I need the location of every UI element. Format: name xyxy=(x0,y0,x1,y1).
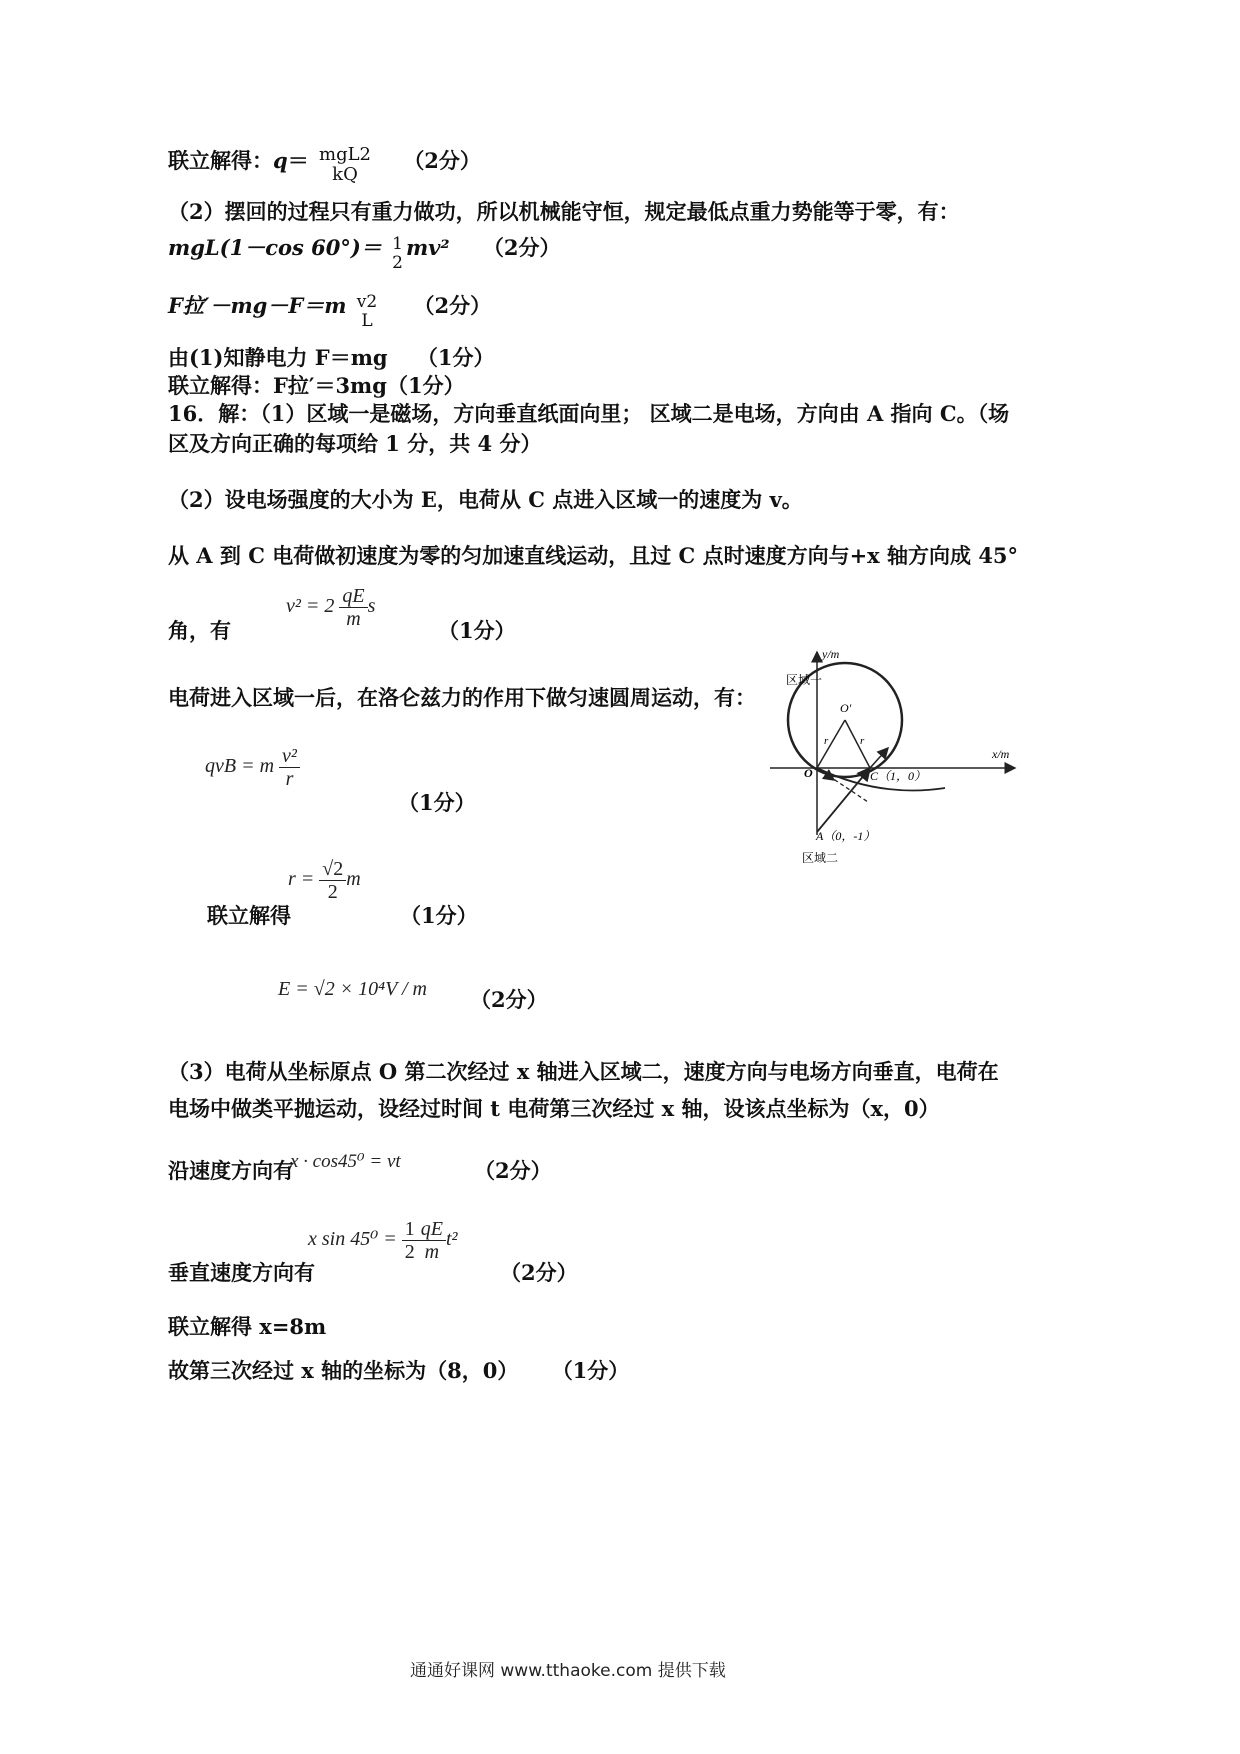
eq-perp-num1: 1 xyxy=(402,1218,418,1241)
result-x: 联立解得 x=8m xyxy=(168,1314,327,1339)
eq2-numerator: 1 xyxy=(392,234,403,254)
radius-label-1: r xyxy=(824,735,829,747)
result-coord-score: （1分） xyxy=(551,1358,630,1383)
eq-r-label: 联立解得 xyxy=(207,903,291,928)
eq-qvb xyxy=(205,745,300,790)
origin-label: O xyxy=(804,766,813,780)
eq-v-numerator: qE xyxy=(339,585,367,608)
eq3-lhs: F拉′－mg－F＝m xyxy=(168,293,347,318)
x-axis-label: x/m xyxy=(992,747,1010,761)
eq3-score: （2分） xyxy=(413,293,492,318)
circular-motion-diagram xyxy=(760,640,1030,880)
center-label: O′ xyxy=(840,701,852,715)
point-a-label: A（0，-1） xyxy=(816,829,876,843)
p3-line2: 电场中做类平抛运动，设经过时间 t 电荷第三次经过 x 轴，设该点坐标为（x，0） xyxy=(168,1096,940,1121)
eq2-score: （2分） xyxy=(482,235,561,260)
line5-text: 联立解得：F拉′＝3mg xyxy=(168,373,387,398)
region1-label: 区域一 xyxy=(786,673,823,687)
eq-r-score: （1分） xyxy=(400,903,478,928)
eq-v-lhs: v² = 2 xyxy=(286,595,335,618)
eq-qvb-lhs: qvB = m xyxy=(205,755,275,778)
eq-r-denominator: 2 xyxy=(327,881,338,903)
line4-text: 由(1)知静电力 F＝mg xyxy=(168,345,388,370)
y-axis-label: y/m xyxy=(822,647,840,661)
line4 xyxy=(168,342,495,372)
eq-perp-den1: 2 xyxy=(404,1241,415,1263)
radius-line-1 xyxy=(817,720,845,768)
line5 xyxy=(168,370,465,400)
eq-perp-fraction1 xyxy=(402,1218,418,1263)
eq2-denominator: 2 xyxy=(392,252,403,273)
line5-score: （1分） xyxy=(386,373,465,398)
eq1-line xyxy=(168,145,481,185)
eq3-line xyxy=(168,290,491,330)
point-c-label: C（1，0） xyxy=(870,769,927,783)
p3-line1: （3）电荷从坐标原点 O 第二次经过 x 轴进入区域二，速度方向与电场方向垂直，电荷在 xyxy=(168,1059,999,1084)
eq-v-denominator: m xyxy=(346,608,361,630)
eq-v-fraction xyxy=(339,585,367,630)
region2-label: 区域二 xyxy=(802,851,839,865)
eq-perp-num2: qE xyxy=(418,1218,446,1241)
eq-perp-score: （2分） xyxy=(500,1260,578,1285)
eq2-fraction xyxy=(389,235,406,272)
eq-E-score: （2分） xyxy=(470,987,548,1012)
eq1-prefix: 联立解得： xyxy=(168,148,273,173)
q16-line2: 区及方向正确的每项给 1 分，共 4 分） xyxy=(168,431,542,456)
eq-perp-den2: m xyxy=(424,1241,440,1263)
eq1-numerator: mgL2 xyxy=(319,144,371,165)
eq2-lhs: mgL(1－cos 60°)＝ xyxy=(168,235,382,260)
p2-lorentz: 电荷进入区域一后，在洛仑兹力的作用下做匀速圆周运动，有： xyxy=(168,685,756,710)
eq-along-expr: x · cos45⁰ = vt xyxy=(290,1151,401,1172)
p2-angle-score: （1分） xyxy=(438,618,516,643)
eq-r-lhs: r = xyxy=(288,868,315,891)
eq-perp-lhs: x sin 45⁰ = xyxy=(308,1228,397,1251)
radius-line-2 xyxy=(845,720,870,768)
eq1-q: q xyxy=(273,148,288,173)
eq-E: E = √2 × 10⁴V / m xyxy=(278,978,427,1000)
eq-qvb-numerator: v² xyxy=(279,745,300,768)
eq1-denominator: kQ xyxy=(332,163,358,185)
eq-along-score: （2分） xyxy=(474,1158,552,1183)
eq-v-squared xyxy=(286,585,375,630)
eq3-numerator: v2 xyxy=(356,292,378,312)
eq3-denominator: L xyxy=(361,310,373,331)
eq-perp-label: 垂直速度方向有 xyxy=(168,1260,315,1285)
eq-r-tail: m xyxy=(346,868,361,891)
p2-title: （2）设电场强度的大小为 E，电荷从 C 点进入区域一的速度为 v。 xyxy=(168,487,803,512)
radius-label-2: r xyxy=(860,735,865,747)
eq-r-numerator: √2 xyxy=(319,858,346,881)
eq1-fraction xyxy=(316,145,374,185)
eq-r-fraction xyxy=(319,858,346,903)
eq3-fraction xyxy=(354,293,380,330)
eq-v-tail: s xyxy=(367,595,376,618)
eq1-score: （2分） xyxy=(403,148,481,173)
eq-perp-tail: t² xyxy=(445,1228,458,1251)
p2-angle-label: 角，有 xyxy=(168,618,231,643)
eq2-line xyxy=(168,232,561,272)
para2-text: （2）摆回的过程只有重力做功，所以机械能守恒，规定最低点重力势能等于零，有： xyxy=(168,199,960,224)
result-coord xyxy=(168,1355,629,1385)
result-coord-text: 故第三次经过 x 轴的坐标为（8，0） xyxy=(168,1358,519,1383)
eq-perp xyxy=(308,1218,458,1263)
q16-line1: 16．解：（1）区域一是磁场，方向垂直纸面向里； 区域二是电场，方向由 A 指向 C。（场 xyxy=(168,401,1010,426)
eq-qvb-fraction xyxy=(279,745,300,790)
line4-score: （1分） xyxy=(416,345,495,370)
eq-r xyxy=(288,858,361,903)
eq-qvb-denominator: r xyxy=(285,768,294,790)
eq2-rhs: mv² xyxy=(405,235,450,260)
eq1-equals: ＝ xyxy=(287,148,309,173)
footer-text: 通通好课网 www.tthaoke.com 提供下载 xyxy=(410,1661,726,1681)
eq-along-label: 沿速度方向有 xyxy=(168,1158,294,1183)
p2-motion: 从 A 到 C 电荷做初速度为零的匀加速直线运动，且过 C 点时速度方向与+x 轴方向成 45° xyxy=(168,543,1019,568)
eq-qvb-score: （1分） xyxy=(398,790,476,815)
eq-perp-fraction2 xyxy=(418,1218,446,1263)
